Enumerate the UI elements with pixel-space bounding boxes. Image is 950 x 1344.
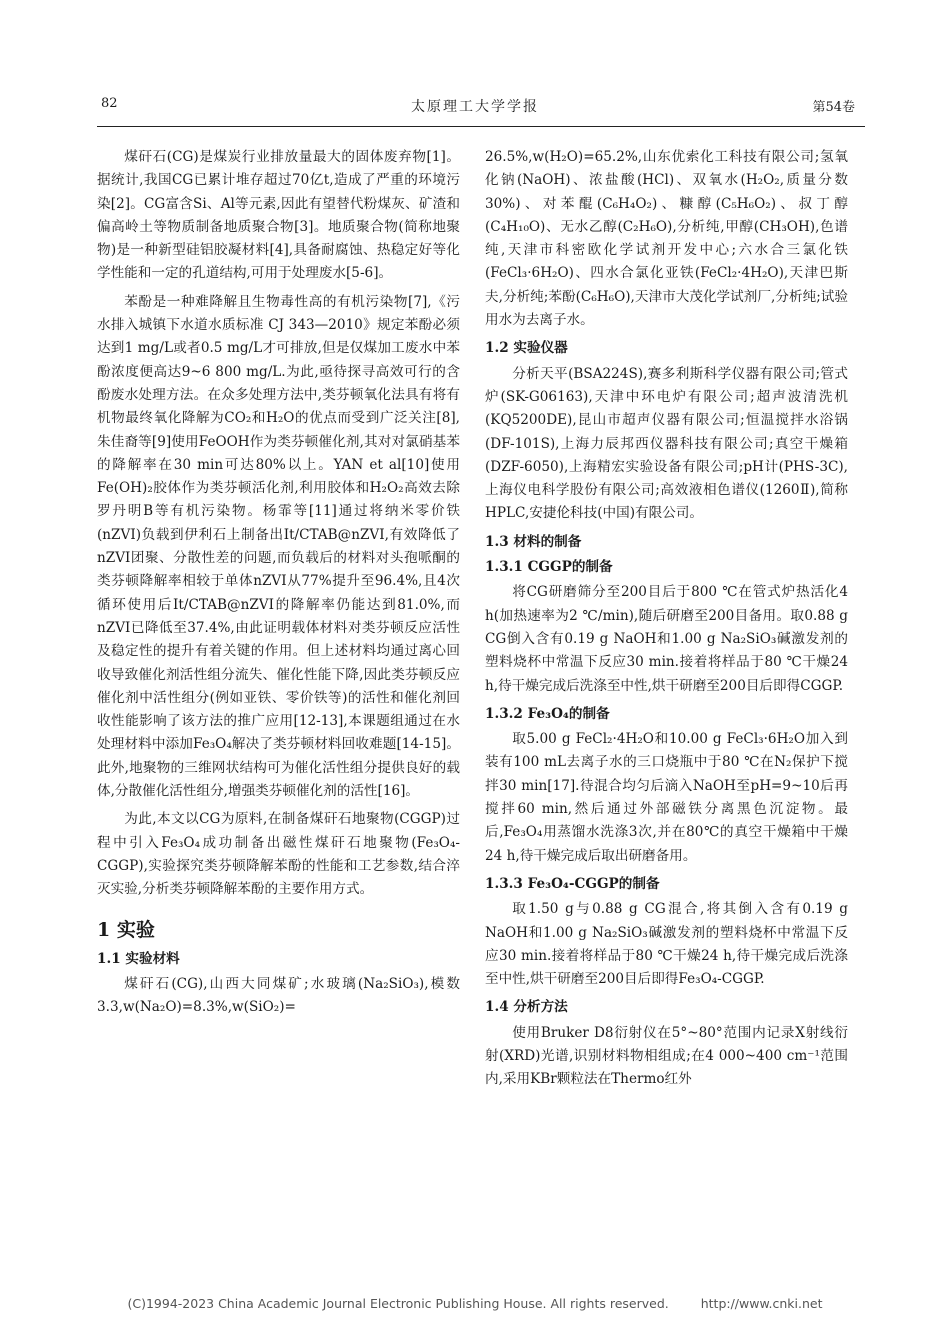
section-heading: 1.1 实验材料 <box>97 950 180 967</box>
page-footer <box>0 1296 950 1311</box>
journal-title: 太原理工大学学报 <box>411 99 539 115</box>
copyright-text: (C)1994-2023 China Academic Journal Electronic Publishing House. All rights reserved. <box>127 1296 669 1311</box>
paragraph: 26.5%,w(H₂O)=65.2%,山东优索化工科技有限公司;氢氧化钠(NaOH)、浓盐酸(HCl)、双氧水(H₂O₂,质量分数30%)、对苯醌(C₆H₄O₂)、糠醇(C₅H₆O₂)、叔丁醇(C₄H₁₀O)、无水乙醇(C₂H₆O),分析纯,甲醇(CH₃OH),色谱纯,天津市科密欧化学试剂开发中心;六水合三氯化铁(FeCl₃·6H₂O)、四水合氯化亚铁(FeCl₂·4H₂O),天津巴斯夫,分析纯;苯酚(C₆H₆O),天津市大茂化学试剂厂,分析纯;试验用水为去离子水。 <box>485 149 848 329</box>
paragraph: 煤矸石(CG),山西大同煤矿;水玻璃(Na₂SiO₃),模数3.3,w(Na₂O)=8.3%,w(SiO₂)= <box>97 975 460 1016</box>
section-heading: 1 实验 <box>97 918 155 941</box>
paragraph: 将CG研磨筛分至200目后于800 ℃在管式炉热活化4 h(加热速率为2 ℃/min),随后研磨至200目备用。取0.88 g CG倒入含有0.19 g NaOH和1.00 g Na₂SiO₃碱激发剂的塑料烧杯中常温下反应30 min.接着将样品于80 ℃干燥24 h,待干燥完成后洗涤至中性,烘干研磨至200目后即得CGGP. <box>485 584 848 694</box>
section-heading: 1.2 实验仪器 <box>485 340 568 357</box>
paragraph: 为此,本文以CG为原料,在制备煤矸石地聚物(CGGP)过程中引入Fe₃O₄成功制备出磁性煤矸石地聚物(Fe₃O₄-CGGP),实验探究类芬顿降解苯酚的性能和工艺参数,结合淬灭实验,分析类芬顿降解苯酚的主要作用方式。 <box>97 811 460 898</box>
paragraph: 使用Bruker D8衍射仪在5°~80°范围内记录X射线衍射(XRD)光谱,识别材料物相组成;在4 000~400 cm⁻¹范围内,采用KBr颗粒法在Thermo红外 <box>485 1024 848 1088</box>
header-divider <box>97 126 865 127</box>
website-link[interactable]: http://www.cnki.net <box>700 1296 823 1311</box>
paragraph: 苯酚是一种难降解且生物毒性高的有机污染物[7],《污水排入城镇下水道水质标准 CJ 343—2010》规定苯酚必须达到1 mg/L或者0.5 mg/L才可排放,但是仅煤加工废水中苯酚浓度便高达9~6 800 mg/L.为此,亟待探寻高效可行的含酚废水处理方法。在众多处理方法中,类芬顿氧化法具有将有机物最终氧化降解为CO₂和H₂O的优点而受到广泛关注[8],朱佳裔等[9]使用FeOOH作为类芬顿催化剂,其对对氯硝基苯的降解率在30 min可达80%以上。YAN et al[10]使用Fe(OH)₂胶体作为类芬顿活化剂,利用胶体和H₂O₂高效去除罗丹明B等有机污染物。杨霏等[11]通过将纳米零价铁(nZVI)负载到伊利石上制备出It/CTAB@nZVI,有效降低了nZVI团聚、分散性差的问题,而负载后的材料对头孢哌酮的类芬顿降解率相较于单体nZVI从77%提升至96.4%,且4次循环使用后It/CTAB@nZVI的降解率仍能达到81.0%,而nZVI已降低至37.4%,由此证明载体材料对类芬顿反应活性及稳定性的提升有着关键的作用。但上述材料均通过离心回收导致催化剂活性组分流失、催化性能下降,因此类芬顿反应催化剂中活性组分(例如亚铁、零价铁等)的活性和催化剂回收性能影响了该方法的推广应用[12-13],本课题组通过在水处理材料中添加Fe₃O₄解决了类芬顿材料回收难题[14-15]。此外,地聚物的三维网状结构可为催化活性组分提供良好的载体,分散催化活性组分,增强类芬顿催化剂的活性[16]。 <box>97 293 460 800</box>
section-heading: 1.3.3 Fe₃O₄-CGGP的制备 <box>485 875 660 892</box>
section-heading: 1.3 材料的制备 <box>485 533 582 550</box>
right-column <box>485 146 848 1097</box>
volume-label: 第54卷 <box>812 100 855 115</box>
section-heading: 1.3.2 Fe₃O₄的制备 <box>485 705 610 722</box>
section-heading: 1.4 分析方法 <box>485 999 568 1016</box>
paragraph: 煤矸石(CG)是煤炭行业排放量最大的固体废弃物[1]。据统计,我国CG已累计堆存超过70亿t,造成了严重的环境污染[2]。CG富含Si、Al等元素,因此有望替代粉煤灰、矿渣和偏高岭土等物质制备地质聚合物[3]。地质聚合物(简称地聚物)是一种新型硅铝胶凝材料[4],具备耐腐蚀、热稳定好等化学性能和一定的孔道结构,可用于处理废水[5-6]。 <box>97 149 460 282</box>
left-column <box>97 146 460 1024</box>
paragraph: 取5.00 g FeCl₂·4H₂O和10.00 g FeCl₃·6H₂O加入到装有100 mL去离子水的三口烧瓶中于80 ℃在N₂保护下搅拌30 min[17].待混合均匀后滴入NaOH至pH=9~10后再搅拌60 min,然后通过外部磁铁分离黑色沉淀物。最后,Fe₃O₄用蒸馏水洗涤3次,并在80℃的真空干燥箱中干燥24 h,待干燥完成后取出研磨备用。 <box>485 731 848 864</box>
page-number: 82 <box>101 96 118 111</box>
paragraph: 分析天平(BSA224S),赛多利斯科学仪器有限公司;管式炉(SK-G06163),天津中环电炉有限公司;超声波清洗机(KQ5200DE),昆山市超声仪器有限公司;恒温搅拌水浴锅(DF-101S),上海力辰邦西仪器科技有限公司;真空干燥箱(DZF-6050),上海精宏实验设备有限公司;pH计(PHS-3C),上海仪电科学股份有限公司;高效液相色谱仪(1260Ⅱ),简称HPLC,安捷伦科技(中国)有限公司。 <box>485 365 848 522</box>
section-heading: 1.3.1 CGGP的制备 <box>485 559 613 576</box>
paragraph: 取1.50 g与0.88 g CG混合,将其倒入含有0.19 g NaOH和1.00 g Na₂SiO₃碱激发剂的塑料烧杯中常温下反应30 min.接着将样品于80 ℃干燥24 h,待干燥完成后洗涤至中性,烘干研磨至200目后即得Fe₃O₄-CGGP. <box>485 901 848 988</box>
